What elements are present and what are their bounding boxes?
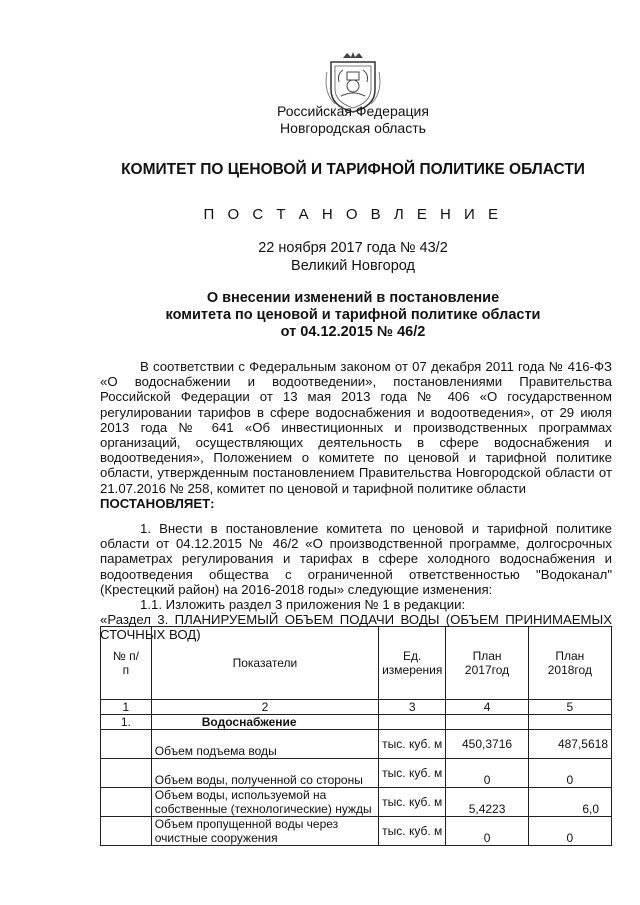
column-number-row — [101, 700, 612, 715]
document-subject — [110, 290, 596, 341]
item-sub: 1.1. Изложить раздел 3 приложения № 1 в редакции: — [140, 597, 466, 613]
header-plan-2017: План 2017год — [446, 627, 528, 700]
preamble-line: Российской Федерации от 13 мая 2013 года № 406 «О государственном — [100, 389, 612, 405]
section-heading: «Раздел 3. ПЛАНИРУЕМЫЙ ОБЪЕМ ПОДАЧИ ВОДЫ (ОБЪЕМ ПРИНИМАЕМЫХ — [100, 612, 612, 628]
table-row — [101, 759, 612, 788]
column-number: 3 — [379, 700, 446, 715]
row-value-2017: 450,3716 — [446, 730, 528, 759]
header-plan-2018: План 2018год — [528, 627, 611, 700]
item-line: области от 04.12.2015 № 46/2 «О производственной программе, долгосрочных — [100, 536, 612, 552]
table-row — [101, 788, 612, 817]
row-name: Объем воды, используемой на собственные (технологические) нужды — [151, 788, 378, 817]
section-row — [101, 715, 612, 730]
row-value-2018: 6,0 — [528, 788, 611, 817]
row-value-2018: 0 — [528, 759, 611, 788]
column-number: 2 — [151, 700, 378, 715]
section-num: 1. — [101, 715, 152, 730]
table-row — [101, 817, 612, 846]
preamble-line: организаций, осуществляющих деятельность в сфере водоснабжения и — [100, 435, 612, 451]
column-number: 5 — [528, 700, 611, 715]
row-value-2018: 0 — [528, 817, 611, 846]
row-value-2017: 5,4223 — [446, 788, 528, 817]
column-number: 4 — [446, 700, 528, 715]
row-name: Объем воды, полученной со стороны — [151, 759, 378, 788]
document-type: П О С Т А Н О В Л Е Н И Е — [203, 206, 503, 223]
section-title: Водоснабжение — [151, 715, 378, 730]
row-value-2017: 0 — [446, 759, 528, 788]
preamble-line: области, утвержденным постановлением Правительства Новгородской области от — [100, 465, 612, 481]
preamble-line: 21.07.2016 № 258, комитет по ценовой и тарифной политике области — [100, 480, 527, 496]
row-unit: тыс. куб. м — [379, 817, 446, 846]
country-name: Российская Федерация — [277, 103, 429, 119]
subject-line: комитета по ценовой и тарифной политике области — [165, 307, 541, 323]
item-1-paragraph — [100, 521, 612, 643]
preamble-line: регулировании тарифов в сфере водоснабжения и водоотведения», от 29 июля — [100, 404, 612, 420]
row-unit: тыс. куб. м — [379, 759, 446, 788]
preamble-line: 2013 года № 641 «Об инвестиционных и производственных программах — [100, 419, 612, 435]
city: Великий Новгород — [291, 258, 415, 274]
preamble-paragraph — [100, 359, 612, 511]
item-line: водоотведения общества с ограниченной ответственностью "Водоканал" — [100, 566, 612, 582]
preamble-line: «О водоснабжении и водоотведении», постановлениями Правительства — [100, 374, 612, 390]
row-unit: тыс. куб. м — [379, 788, 446, 817]
header-indicator: Показатели — [151, 627, 378, 700]
row-value-2017: 0 — [446, 817, 528, 846]
header-unit: Ед. измерения — [379, 627, 446, 700]
section-heading: СТОЧНЫХ ВОД) — [100, 627, 201, 643]
item-line: (Крестецкий район) на 2016-2018 годы» следующие изменения: — [100, 581, 493, 597]
table-header-row — [101, 627, 612, 700]
row-unit: тыс. куб. м — [379, 730, 446, 759]
preamble-line: В соответствии с Федеральным законом от 07 декабря 2011 года № 416-ФЗ — [140, 359, 612, 374]
table-row — [101, 730, 612, 759]
preamble-line: водоотведения», Положением о комитете по ценовой и тарифной политике — [100, 450, 612, 466]
date-number: 22 ноября 2017 года № 43/2 — [258, 240, 448, 256]
column-number: 1 — [101, 700, 152, 715]
committee-title: КОМИТЕТ ПО ЦЕНОВОЙ И ТАРИФНОЙ ПОЛИТИКЕ ОБЛАСТИ — [121, 161, 585, 178]
row-name: Объем подъема воды — [151, 730, 378, 759]
subject-line: от 04.12.2015 № 46/2 — [280, 324, 426, 340]
item-line: параметрах регулирования и тарифах в сфере холодного водоснабжения и — [100, 551, 612, 567]
region-name: Новгородская область — [280, 120, 426, 136]
item-line: 1. Внести в постановление комитета по ценовой и тарифной политике — [140, 521, 612, 536]
water-volume-table — [100, 626, 612, 846]
row-name: Объем пропущенной воды через очистные сооружения — [151, 817, 378, 846]
header-num: № п/п — [101, 627, 152, 700]
row-value-2018: 487,5618 — [528, 730, 611, 759]
subject-line: О внесении изменений в постановление — [206, 290, 500, 306]
resolve-word: ПОСТАНОВЛЯЕТ: — [100, 495, 215, 511]
